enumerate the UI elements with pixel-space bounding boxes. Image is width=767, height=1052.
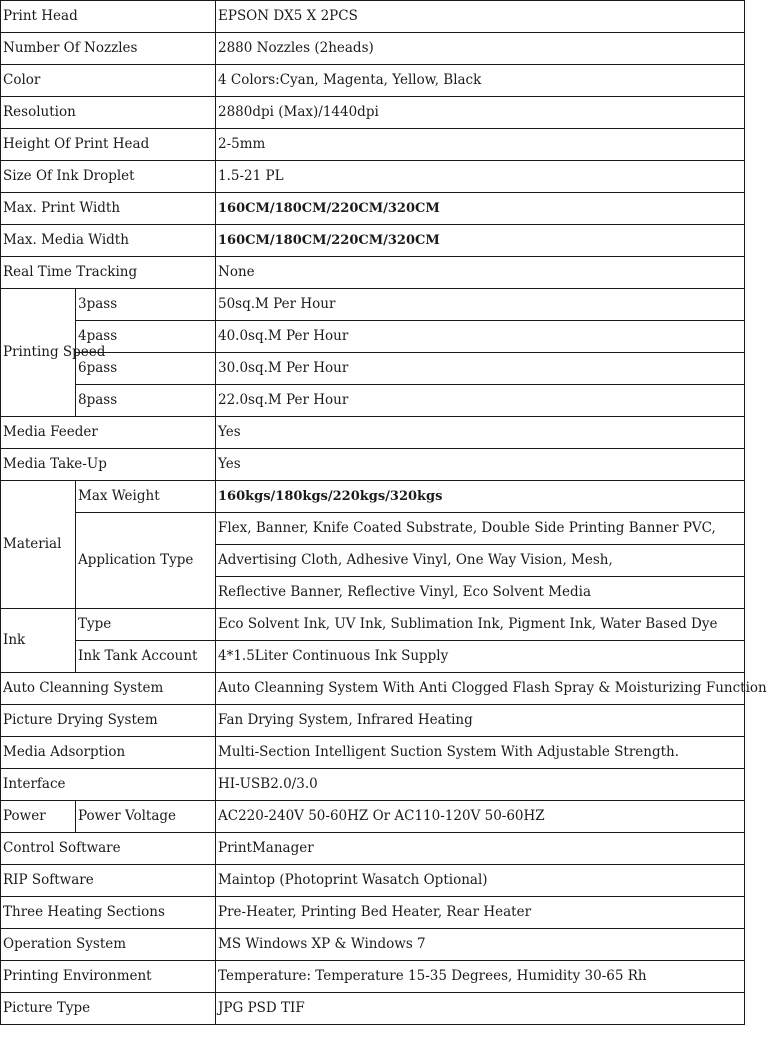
table-row [1,225,745,257]
table-row [1,993,745,1025]
row-value: PrintManager [216,833,745,865]
table-row [1,129,745,161]
sub-label: 3pass [76,289,216,321]
row-label: Height Of Print Head [1,129,216,161]
row-value: Pre-Heater, Printing Bed Heater, Rear Heater [216,897,745,929]
row-label: Three Heating Sections [1,897,216,929]
row-label: Interface [1,769,216,801]
table-row [1,417,745,449]
table-row [1,929,745,961]
row-value: Auto Cleanning System With Anti Clogged Flash Spray & Moisturizing Function [216,673,745,705]
row-value: 2880 Nozzles (2heads) [216,33,745,65]
row-value: 2-5mm [216,129,745,161]
row-label: Real Time Tracking [1,257,216,289]
sub-label: 4pass [76,321,216,353]
sub-label: Ink Tank Account [76,641,216,673]
row-label: Operation System [1,929,216,961]
table-row [1,961,745,993]
row-label: Size Of Ink Droplet [1,161,216,193]
row-label: Media Adsorption [1,737,216,769]
row-label: Picture Type [1,993,216,1025]
table-row [1,481,745,513]
sub-label: 8pass [76,385,216,417]
table-row [1,353,745,385]
table-row [1,801,745,833]
sub-label: Power Voltage [76,801,216,833]
row-label: Max. Print Width [1,193,216,225]
row-value: 160CM/180CM/220CM/320CM [216,225,745,257]
row-label: Number Of Nozzles [1,33,216,65]
row-value: MS Windows XP & Windows 7 [216,929,745,961]
sub-label: Type [76,609,216,641]
row-value: Reflective Banner, Reflective Vinyl, Eco Solvent Media [216,577,745,609]
row-value: 22.0sq.M Per Hour [216,385,745,417]
row-value: 50sq.M Per Hour [216,289,745,321]
row-value: HI-USB2.0/3.0 [216,769,745,801]
table-row [1,513,745,545]
row-label: Resolution [1,97,216,129]
row-value: Fan Drying System, Infrared Heating [216,705,745,737]
table-row [1,1,745,33]
row-value: Multi-Section Intelligent Suction System With Adjustable Strength. [216,737,745,769]
table-row [1,609,745,641]
row-label: Control Software [1,833,216,865]
table-row [1,385,745,417]
table-row [1,321,745,353]
table-row [1,161,745,193]
row-value: 1.5-21 PL [216,161,745,193]
row-label: Media Take-Up [1,449,216,481]
row-value: Temperature: Temperature 15-35 Degrees, Humidity 30-65 Rh [216,961,745,993]
group-label-printing-speed: Printing Speed [1,289,76,417]
table-row [1,65,745,97]
table-row [1,769,745,801]
row-value: 30.0sq.M Per Hour [216,353,745,385]
row-label: RIP Software [1,865,216,897]
row-value: Eco Solvent Ink, UV Ink, Sublimation Ink, Pigment Ink, Water Based Dye [216,609,745,641]
row-label: Color [1,65,216,97]
table-row [1,673,745,705]
row-value: Maintop (Photoprint Wasatch Optional) [216,865,745,897]
table-row [1,641,745,673]
row-value: EPSON DX5 X 2PCS [216,1,745,33]
table-row [1,97,745,129]
row-value: None [216,257,745,289]
row-value: Yes [216,417,745,449]
row-value: JPG PSD TIF [216,993,745,1025]
table-row [1,737,745,769]
row-value: Flex, Banner, Knife Coated Substrate, Double Side Printing Banner PVC, [216,513,745,545]
table-row [1,193,745,225]
row-value: 4 Colors:Cyan, Magenta, Yellow, Black [216,65,745,97]
table-row [1,897,745,929]
row-label: Picture Drying System [1,705,216,737]
table-row [1,833,745,865]
table-row [1,257,745,289]
row-label: Power [1,801,76,833]
row-value: 160CM/180CM/220CM/320CM [216,193,745,225]
table-row [1,705,745,737]
row-label: Print Head [1,1,216,33]
row-value: 40.0sq.M Per Hour [216,321,745,353]
row-label: Media Feeder [1,417,216,449]
row-label: Auto Cleanning System [1,673,216,705]
group-label-material: Material [1,481,76,609]
group-label-ink: Ink [1,609,76,673]
sub-label: Application Type [76,513,216,609]
sub-label: 6pass [76,353,216,385]
row-label: Printing Environment [1,961,216,993]
row-value: 2880dpi (Max)/1440dpi [216,97,745,129]
table-row [1,33,745,65]
table-row [1,289,745,321]
table-row [1,865,745,897]
row-value: AC220-240V 50-60HZ Or AC110-120V 50-60HZ [216,801,745,833]
row-label: Max. Media Width [1,225,216,257]
row-value: Yes [216,449,745,481]
table-row [1,449,745,481]
row-value: Advertising Cloth, Adhesive Vinyl, One Way Vision, Mesh, [216,545,745,577]
row-value: 4*1.5Liter Continuous Ink Supply [216,641,745,673]
sub-label: Max Weight [76,481,216,513]
row-value: 160kgs/180kgs/220kgs/320kgs [216,481,745,513]
